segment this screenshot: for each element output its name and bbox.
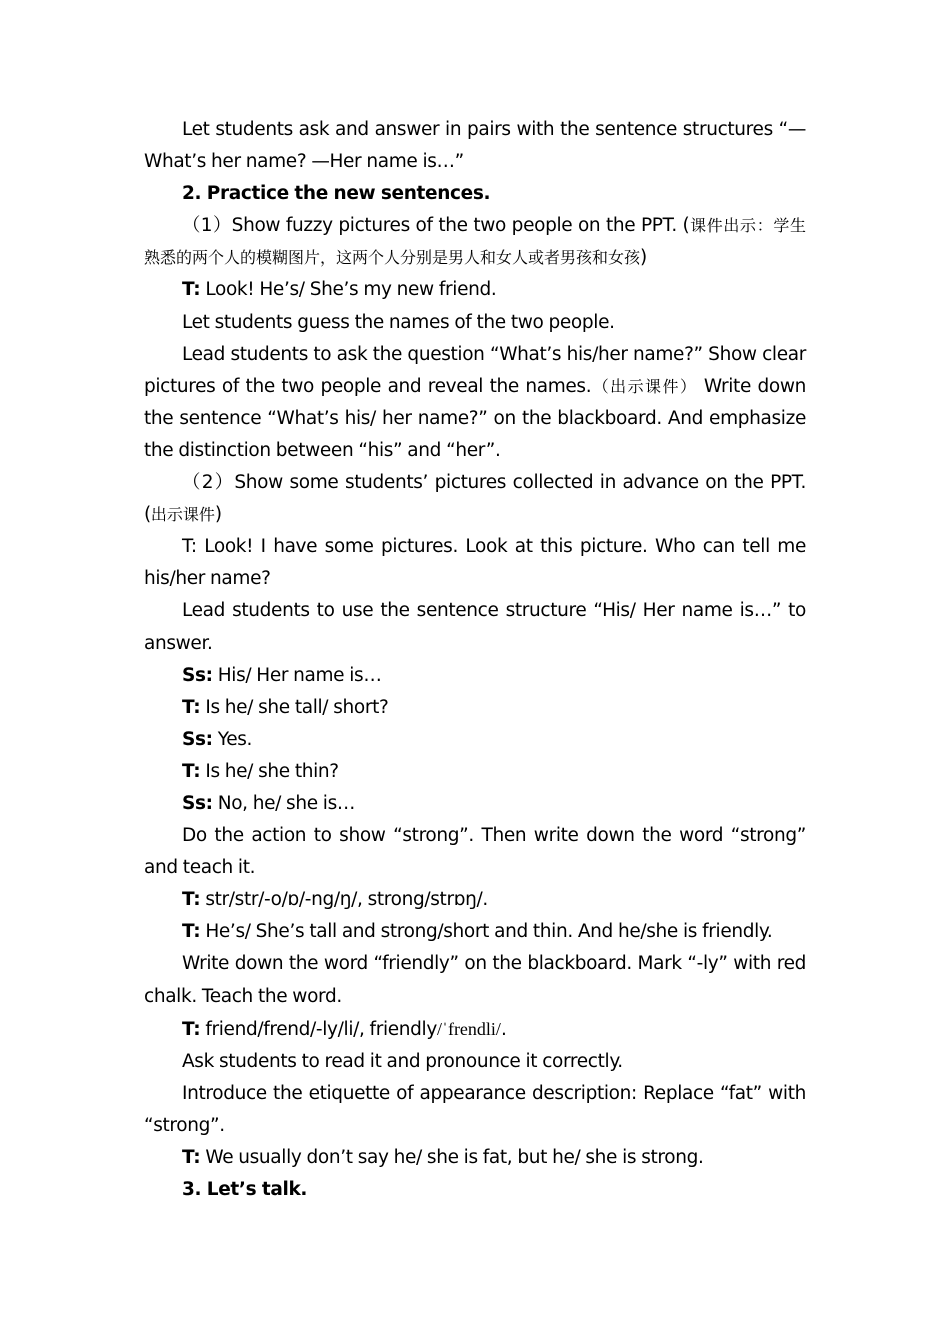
step-text: （2）Show some students’ pictures collected in advance on the PPT. (: [144, 472, 806, 526]
dialogue-line: [144, 724, 806, 756]
dialogue-text: We usually don’t say he/ she is fat, but he/ she is strong.: [200, 1147, 704, 1168]
dialogue-text: No, he/ she is…: [212, 792, 356, 814]
speaker-label: T:: [182, 1147, 201, 1168]
speaker-label: Ss:: [182, 664, 213, 686]
chinese-note: 出示课件: [150, 505, 215, 525]
paren-close: ): [640, 247, 647, 269]
speaker-label: T:: [182, 889, 201, 911]
dialogue-line: [144, 1013, 806, 1046]
speaker-label: T:: [182, 921, 201, 943]
dialogue-text: Look! He’s/ She’s my new friend.: [200, 279, 497, 301]
dialogue-text: Yes.: [212, 728, 253, 750]
speaker-label: T:: [182, 279, 201, 301]
dialogue-line: [144, 660, 806, 692]
speaker-label: Ss:: [182, 728, 213, 750]
dialogue-text: His/ Her name is…: [212, 664, 382, 686]
paragraph-fuzzy-pictures: [144, 210, 806, 274]
paragraph-text: Write down the sentence “What’s his/ her name?” on the blackboard. And emphasize the distinction between “his” and “her”.: [144, 375, 806, 461]
paragraph-strong-action: Do the action to show “strong”. Then write down the word “strong” and teach it.: [144, 825, 806, 879]
dialogue-text: He’s/ She’s tall and strong/short and thin. And he/she is friendly.: [200, 921, 773, 943]
dialogue-line: [144, 788, 806, 820]
paragraph-etiquette: Introduce the etiquette of appearance description: Replace “fat” with “strong”.: [144, 1082, 806, 1136]
step-text: （1）Show fuzzy pictures of the two people on the PPT. (: [182, 215, 690, 237]
dialogue-line: [144, 692, 806, 724]
dialogue-text: str/str/-o/ɒ/-ng/ŋ/, strong/strɒŋ/.: [200, 889, 488, 911]
dialogue-text: Is he/ she tall/ short?: [200, 696, 389, 718]
speaker-label: T:: [182, 696, 201, 718]
paragraph-pronounce: Ask students to read it and pronounce it correctly.: [182, 1050, 623, 1072]
speaker-label: T:: [182, 760, 201, 782]
period: .: [500, 1018, 507, 1040]
dialogue-line: [144, 916, 806, 948]
dialogue-line: [144, 756, 806, 788]
section-heading-practice: 2. Practice the new sentences.: [182, 183, 491, 205]
document-page: [144, 114, 806, 1206]
chinese-note: 课件出示：学生熟悉的两个人的模糊图片，这两个人分别是男人和女人或者男孩和女孩: [144, 216, 806, 268]
paragraph-sentence-structure: Lead students to use the sentence structure “His/ Her name is…” to answer.: [144, 600, 806, 654]
paragraph-pair-practice: Let students ask and answer in pairs with the sentence structures “—What’s her name? —Her name is…”: [144, 119, 806, 173]
paragraph-guess-names: Let students guess the names of the two people.: [182, 311, 615, 333]
paragraph-student-pictures: [144, 467, 806, 531]
paren-close: ): [214, 504, 222, 526]
chinese-note: （出示课件）: [591, 376, 698, 396]
dialogue-line: [144, 274, 806, 306]
paragraph-ask-question: [144, 339, 806, 467]
speaker-label: T:: [182, 1018, 201, 1040]
dialogue-text: friend/frend/-ly/li/, friendly: [200, 1018, 437, 1040]
dialogue-line: T: Look! I have some pictures. Look at this picture. Who can tell me his/her name?: [144, 536, 806, 590]
paragraph-text: Lead students to ask the question “What’s his/her name?” Show clear pictures of the two people and reveal the names.: [144, 343, 806, 397]
dialogue-line: [144, 884, 806, 916]
dialogue-text: Is he/ she thin?: [200, 760, 339, 782]
dialogue-line: [144, 1142, 806, 1174]
phonetic-transcription: /ˈfrendli/: [436, 1018, 501, 1039]
speaker-label: Ss:: [182, 792, 213, 814]
paragraph-friendly-word: Write down the word “friendly” on the blackboard. Mark “-ly” with red chalk. Teach the word.: [144, 953, 806, 1007]
section-heading-lets-talk: 3. Let’s talk.: [182, 1179, 308, 1201]
